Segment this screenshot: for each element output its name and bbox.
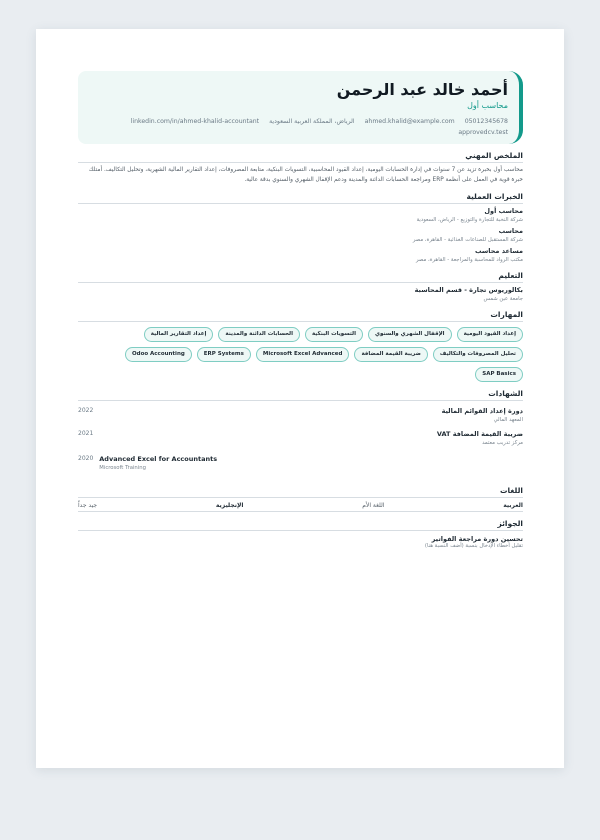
certification-year: 2022 [78, 407, 94, 414]
certification-name: Advanced Excel for Accountants [99, 455, 218, 463]
location-text: الرياض، المملكة العربية السعودية [269, 118, 355, 125]
skill-chip: إعداد التقارير المالية [144, 327, 214, 342]
resume-header [78, 71, 523, 144]
skill-chip: التسويات البنكية [305, 327, 363, 342]
education-item [78, 286, 523, 303]
experience-item [78, 227, 523, 244]
job-title: محاسب أول [484, 207, 523, 215]
skill-chip: إعداد القيود اليومية [457, 327, 523, 342]
summary-heading: الملخص المهني [78, 151, 523, 163]
website-link[interactable]: approvedcv.test [458, 129, 508, 136]
language-row [78, 502, 523, 512]
experience-item [78, 247, 523, 264]
languages-heading: اللغات [78, 486, 523, 498]
award-title: تحسين دورة مراجعة الفواتير [431, 535, 523, 543]
candidate-name: أحمد خالد عبد الرحمن [336, 80, 508, 99]
certification-item [78, 455, 523, 472]
skill-chip: ضريبة القيمة المضافة [354, 347, 427, 362]
candidate-title: محاسب أول [467, 101, 508, 110]
skill-chip: الحسابات الدائنة والمدينة [218, 327, 300, 342]
awards-heading: الجوائز [78, 519, 523, 531]
phone-number: 05012345678 [464, 118, 508, 125]
school-name: جامعة عين شمس [483, 296, 523, 302]
language-level: اللغة الأم [362, 502, 385, 509]
certification-name: دورة إعداد القوائم المالية [441, 407, 523, 415]
language-level: جيد جداً [78, 502, 98, 509]
education-heading: التعليم [78, 271, 523, 283]
certification-year: 2021 [78, 430, 94, 437]
language-name: العربية [503, 502, 523, 509]
resume-content [78, 71, 523, 549]
skill-chip: ERP Systems [197, 347, 251, 362]
degree-title: بكالوريوس تجارة - قسم المحاسبة [414, 286, 523, 294]
job-company: شركة النخبة للتجارة والتوزيع - الرياض، السعودية [416, 217, 523, 223]
linkedin-link[interactable]: linkedin.com/in/ahmed-khalid-accountant [130, 118, 260, 125]
skill-chip: SAP Basics [475, 367, 523, 382]
skill-chip: Odoo Accounting [125, 347, 192, 362]
skill-chip: الإقفال الشهري والسنوي [368, 327, 452, 342]
certification-item [78, 407, 523, 424]
job-company: مكتب الرواد للمحاسبة والمراجعة - القاهرة، مصر [415, 257, 523, 263]
certification-org: المعهد المالي [493, 417, 523, 423]
contact-info [89, 116, 508, 138]
certification-org: مركز تدريب معتمد [482, 440, 523, 446]
award-description: تقليل أخطاء الإدخال بنسبة (أضف النسبة هنا) [424, 543, 523, 549]
certification-year: 2020 [78, 455, 94, 462]
certification-name: ضريبة القيمة المضافة VAT [436, 430, 523, 438]
certification-item [78, 430, 523, 447]
skills-heading: المهارات [78, 310, 523, 322]
skills-list [78, 327, 523, 382]
skill-chip: تحليل المصروفات والتكاليف [433, 347, 523, 362]
job-company: شركة المستقبل للصناعات الغذائية - القاهرة، مصر [412, 237, 523, 243]
certification-org: Microsoft Training [99, 465, 146, 471]
experience-item [78, 207, 523, 224]
certifications-heading: الشهادات [78, 389, 523, 401]
job-title: محاسب [498, 227, 523, 235]
experience-heading: الخبرات العملية [78, 192, 523, 204]
summary-text: محاسب أول بخبرة تزيد عن 7 سنوات في إدارة الحسابات اليومية، إعداد القيود المحاسبية، التسويات البنكية، متابعة المصروفات، إعداد التقارير المالية الشهرية، وتحليل التكاليف. أمتلك خبرة قوية في العمل على أنظمة ERP ومراجعة الحسابات الدائنة والمدينة ودعم الإقفال الشهري والسنوي بدقة عالية. [88, 167, 523, 183]
resume-page [36, 29, 564, 768]
skill-chip: Microsoft Excel Advanced [256, 347, 350, 362]
language-name: الإنجليزية [215, 502, 244, 509]
email-link[interactable]: ahmed.khalid@example.com [364, 118, 455, 125]
job-title: مساعد محاسب [475, 247, 523, 255]
